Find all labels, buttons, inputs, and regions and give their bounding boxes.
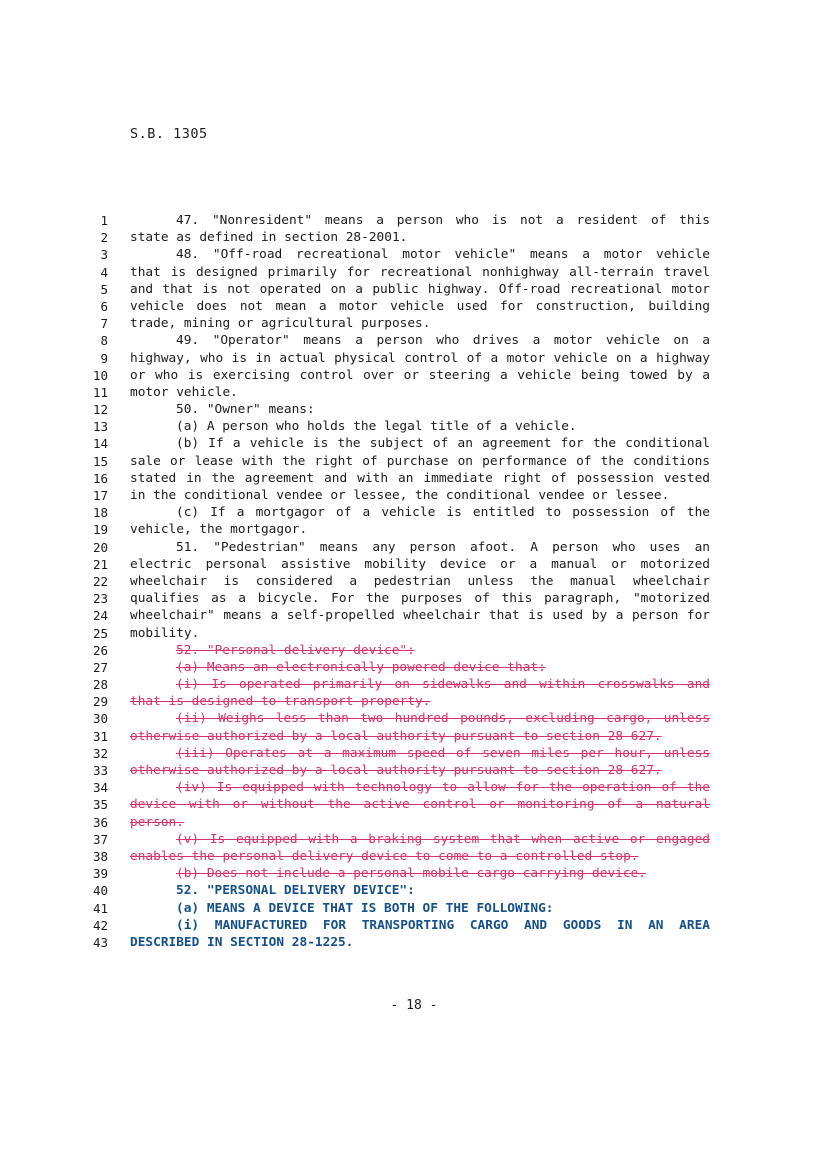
added-line xyxy=(92,917,712,934)
line-text: that is designed to transport property. xyxy=(130,694,431,710)
line-number: 17 xyxy=(92,488,108,503)
line-text: (ii) Weighs less than two hundred pounds, excluding cargo, unless xyxy=(176,711,710,727)
line-number: 39 xyxy=(92,866,108,882)
line-number: 43 xyxy=(92,934,108,950)
stricken-line xyxy=(92,848,712,865)
text-line xyxy=(92,350,712,367)
line-text: vehicle, the mortgagor. xyxy=(130,522,308,538)
line-text: highway, who is in actual physical control of a motor vehicle on a highway xyxy=(130,350,710,366)
line-number: 4 xyxy=(100,264,108,280)
line-text: enables the personal delivery device to come to a controlled stop. xyxy=(130,848,639,864)
line-text: stated in the agreement and with an immediate right of possession vested xyxy=(130,470,710,486)
line-text: otherwise authorized by a local authority pursuant to section 28-627. xyxy=(130,763,662,778)
text-line xyxy=(92,504,712,521)
line-text: and that is not operated on a public highway. Off-road recreational motor xyxy=(130,281,710,297)
line-number: 41 xyxy=(92,900,108,916)
stricken-line xyxy=(92,659,712,676)
line-number: 24 xyxy=(92,608,108,624)
line-text: (a) Means an electronically powered device that: xyxy=(176,659,546,675)
stricken-line xyxy=(92,676,712,693)
stricken-line xyxy=(92,710,712,727)
line-number: 32 xyxy=(92,745,108,761)
text-line xyxy=(92,521,712,538)
text-line xyxy=(92,539,712,556)
line-number: 35 xyxy=(92,797,108,813)
text-line xyxy=(92,453,712,470)
text-line xyxy=(92,487,712,504)
line-text: (a) MEANS A DEVICE THAT IS BOTH OF THE FOLLOWING: xyxy=(176,900,554,916)
line-number: 31 xyxy=(92,728,108,744)
line-text: wheelchair" means a self-propelled wheelchair that is used by a person for xyxy=(130,608,710,624)
line-number: 28 xyxy=(92,677,108,693)
line-text: that is designed primarily for recreational nonhighway all-terrain travel xyxy=(130,264,710,280)
page-number: - 18 - xyxy=(390,998,438,1013)
line-text: 52. "PERSONAL DELIVERY DEVICE": xyxy=(176,883,415,899)
text-line xyxy=(92,246,712,263)
line-number: 40 xyxy=(92,883,108,899)
line-text: 48. "Off-road recreational motor vehicle" means a motor vehicle xyxy=(176,247,710,263)
line-number: 15 xyxy=(92,453,108,469)
line-number: 33 xyxy=(92,763,108,778)
line-number: 23 xyxy=(92,591,108,607)
line-text: trade, mining or agricultural purposes. xyxy=(130,316,431,332)
line-text: (c) If a mortgagor of a vehicle is entitled to possession of the xyxy=(176,505,710,521)
line-text: sale or lease with the right of purchase on performance of the conditions xyxy=(130,453,710,469)
text-line xyxy=(92,315,712,332)
bill-number: S.B. 1305 xyxy=(130,126,208,142)
text-line xyxy=(92,367,712,384)
line-number: 8 xyxy=(100,333,108,349)
line-text: in the conditional vendee or lessee, the conditional vendee or lessee. xyxy=(130,488,670,503)
stricken-line xyxy=(92,814,712,831)
line-number: 13 xyxy=(92,419,108,435)
numbered-text-body xyxy=(92,212,712,951)
text-line xyxy=(92,298,712,315)
line-number: 9 xyxy=(100,350,108,366)
line-text: (b) Does not include a personal mobile cargo carrying device. xyxy=(176,866,646,882)
text-line xyxy=(92,590,712,607)
line-text: (v) Is equipped with a braking system that when active or engaged xyxy=(176,831,710,847)
added-line xyxy=(92,900,712,917)
stricken-line xyxy=(92,779,712,796)
line-number: 20 xyxy=(92,539,108,555)
line-number: 3 xyxy=(100,247,108,263)
line-text: electric personal assistive mobility device or a manual or motorized xyxy=(130,556,710,572)
line-text: qualifies as a bicycle. For the purposes of this paragraph, "motorized xyxy=(130,591,710,607)
line-text: wheelchair is considered a pedestrian unless the manual wheelchair xyxy=(130,573,710,589)
text-line xyxy=(92,401,712,418)
line-text: (iii) Operates at a maximum speed of seven miles per hour, unless xyxy=(176,745,710,761)
line-number: 21 xyxy=(92,556,108,572)
line-text: state as defined in section 28-2001. xyxy=(130,230,408,246)
line-text: motor vehicle. xyxy=(130,384,238,400)
stricken-line xyxy=(92,796,712,813)
line-text: (i) MANUFACTURED FOR TRANSPORTING CARGO AND GOODS IN AN AREA xyxy=(176,917,710,933)
stricken-line xyxy=(92,865,712,882)
added-line xyxy=(92,934,712,951)
text-line xyxy=(92,332,712,349)
text-line xyxy=(92,229,712,246)
line-number: 38 xyxy=(92,848,108,864)
line-number: 30 xyxy=(92,711,108,727)
line-text: otherwise authorized by a local authority pursuant to section 28-627. xyxy=(130,728,662,744)
line-text: vehicle does not mean a motor vehicle used for construction, building xyxy=(130,298,710,314)
line-number: 29 xyxy=(92,694,108,710)
text-line xyxy=(92,556,712,573)
text-line xyxy=(92,264,712,281)
line-number: 25 xyxy=(92,625,108,641)
stricken-line xyxy=(92,831,712,848)
text-line xyxy=(92,418,712,435)
stricken-line xyxy=(92,642,712,659)
text-line xyxy=(92,625,712,642)
line-number: 11 xyxy=(92,384,108,400)
line-number: 36 xyxy=(92,814,108,830)
line-number: 22 xyxy=(92,573,108,589)
text-line xyxy=(92,384,712,401)
line-number: 26 xyxy=(92,642,108,658)
line-text: person. xyxy=(130,814,184,830)
line-number: 19 xyxy=(92,522,108,538)
line-number: 7 xyxy=(100,316,108,332)
text-line xyxy=(92,435,712,452)
line-text: (a) A person who holds the legal title of a vehicle. xyxy=(176,419,577,435)
line-text: 52. "Personal delivery device": xyxy=(176,642,415,658)
line-number: 14 xyxy=(92,436,108,452)
line-number: 42 xyxy=(92,917,108,933)
text-line xyxy=(92,607,712,624)
line-number: 37 xyxy=(92,831,108,847)
stricken-line xyxy=(92,745,712,762)
line-number: 18 xyxy=(92,505,108,521)
text-line xyxy=(92,470,712,487)
line-text: 50. "Owner" means: xyxy=(176,402,315,418)
stricken-line xyxy=(92,693,712,710)
stricken-line xyxy=(92,762,712,779)
text-line xyxy=(92,573,712,590)
line-number: 5 xyxy=(100,281,108,297)
text-line xyxy=(92,212,712,229)
line-number: 10 xyxy=(92,367,108,383)
text-line xyxy=(92,281,712,298)
line-text: device with or without the active control or monitoring of a natural xyxy=(130,797,710,813)
line-number: 1 xyxy=(100,213,108,228)
line-text: (i) Is operated primarily on sidewalks and within crosswalks and xyxy=(176,677,710,693)
line-text: (iv) Is equipped with technology to allow for the operation of the xyxy=(176,780,710,796)
line-number: 6 xyxy=(100,298,108,314)
line-text: or who is exercising control over or steering a vehicle being towed by a xyxy=(130,367,710,383)
line-text: mobility. xyxy=(130,625,200,641)
line-number: 34 xyxy=(92,780,108,796)
added-line xyxy=(92,882,712,899)
line-number: 12 xyxy=(92,402,108,418)
line-text: DESCRIBED IN SECTION 28-1225. xyxy=(130,934,354,950)
line-text: 49. "Operator" means a person who drives a motor vehicle on a xyxy=(176,333,710,349)
line-number: 27 xyxy=(92,659,108,675)
line-text: (b) If a vehicle is the subject of an agreement for the conditional xyxy=(176,436,710,452)
line-text: 51. "Pedestrian" means any person afoot. A person who uses an xyxy=(176,539,710,555)
stricken-line xyxy=(92,728,712,745)
line-text: 47. "Nonresident" means a person who is not a resident of this xyxy=(176,213,710,228)
line-number: 16 xyxy=(92,470,108,486)
line-number: 2 xyxy=(100,230,108,246)
